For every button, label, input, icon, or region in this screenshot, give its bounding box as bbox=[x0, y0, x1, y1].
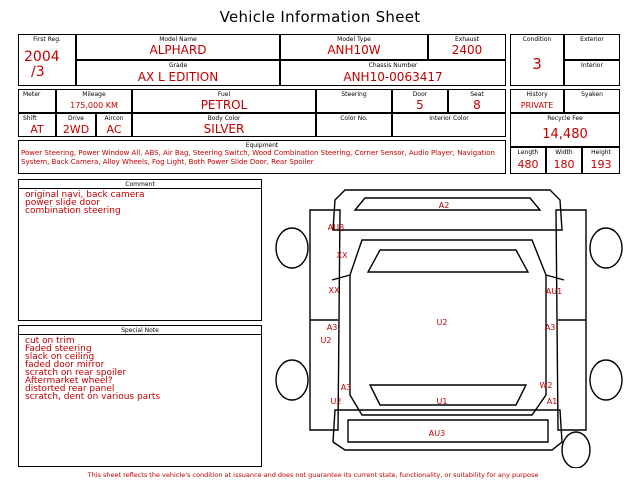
damage-mark-u1-rear: U1 bbox=[436, 397, 448, 406]
width-cell bbox=[546, 147, 582, 174]
condition-cell bbox=[510, 34, 564, 86]
width-label: Width bbox=[555, 149, 573, 156]
grade-cell bbox=[76, 60, 280, 86]
damage-mark-u2-left: U2 bbox=[320, 336, 332, 345]
shift-cell bbox=[18, 113, 56, 137]
interior-cell bbox=[564, 60, 620, 86]
page-title: Vehicle Information Sheet bbox=[219, 8, 421, 26]
special-note-line: Faded steering bbox=[25, 344, 92, 354]
aircon-value: AC bbox=[106, 123, 122, 136]
comment-line: power slide door bbox=[25, 198, 100, 208]
drive-cell bbox=[56, 113, 96, 137]
steering-label: Steering bbox=[341, 91, 367, 98]
fuel-value: PETROL bbox=[200, 98, 248, 112]
shift-value: AT bbox=[30, 123, 44, 136]
damage-mark-a1-rear-right: A1 bbox=[546, 397, 558, 406]
special-note-line: Aftermarket wheel? bbox=[25, 376, 113, 386]
width-value: 180 bbox=[553, 158, 575, 171]
door-value: 5 bbox=[416, 98, 424, 112]
aircon-label: Aircon bbox=[104, 115, 124, 122]
damage-labels bbox=[321, 201, 563, 438]
damage-mark-a3-right: A3 bbox=[544, 323, 556, 332]
damage-mark-au3-bottom: AU3 bbox=[428, 429, 446, 438]
model-name-cell bbox=[76, 34, 280, 60]
mileage-value: 175,000 KM bbox=[70, 101, 118, 110]
comment-line: combination steering bbox=[25, 206, 121, 216]
door-cell bbox=[392, 89, 448, 113]
interior-label: Interior bbox=[581, 62, 603, 69]
seat-label: Seat bbox=[470, 91, 484, 98]
model-type-value: ANH10W bbox=[327, 43, 381, 57]
comment-list bbox=[25, 191, 145, 215]
color-no-cell bbox=[316, 113, 392, 137]
height-cell bbox=[582, 147, 620, 174]
recycle-fee-value: 14,480 bbox=[542, 127, 588, 142]
length-cell bbox=[510, 147, 546, 174]
seat-value: 8 bbox=[473, 98, 481, 112]
body-color-label: Body Color bbox=[207, 115, 241, 122]
damage-mark-xx-left-1: XX bbox=[336, 251, 348, 260]
first-reg-month: /3 bbox=[31, 64, 45, 80]
condition-value: 3 bbox=[532, 55, 542, 73]
chassis-number-cell bbox=[280, 60, 506, 86]
exhaust-value: 2400 bbox=[451, 43, 483, 57]
fuel-label: Fuel bbox=[217, 91, 231, 98]
comment-box bbox=[18, 179, 262, 321]
length-value: 480 bbox=[517, 158, 539, 171]
length-label: Length bbox=[517, 149, 539, 156]
body-color-value: SILVER bbox=[203, 122, 245, 136]
exhaust-label: Exhaust bbox=[454, 36, 480, 43]
damage-mark-au3-front-left: AU3 bbox=[327, 223, 345, 232]
equipment-text: Power Steering, Power Window All, ABS, Air Bag, Steering Switch, Wood Combination Steering, Corner Sensor, Audio Player, Navigation System, Back Camera, Alloy Wheels, Fog Light, Both Power Slide Door, Rear Spoiler bbox=[21, 149, 495, 166]
syaken-cell bbox=[564, 89, 620, 113]
special-note-line: scratch, dent on various parts bbox=[25, 392, 161, 402]
body-color-cell bbox=[132, 113, 316, 137]
damage-mark-u2-center: U2 bbox=[436, 318, 448, 327]
height-value: 193 bbox=[590, 158, 612, 171]
comment-label: Comment bbox=[125, 181, 155, 188]
chassis-number-value: ANH10-0063417 bbox=[343, 70, 443, 84]
exhaust-cell bbox=[428, 34, 506, 60]
damage-mark-a3-rear-left: A3 bbox=[340, 383, 352, 392]
height-label: Height bbox=[591, 149, 611, 156]
exterior-cell bbox=[564, 34, 620, 60]
model-name-label: Model Name bbox=[159, 36, 197, 43]
mileage-cell bbox=[56, 89, 132, 113]
special-note-label: Special Note bbox=[121, 327, 159, 334]
special-note-box bbox=[18, 325, 262, 467]
grade-value: AX L EDITION bbox=[137, 70, 219, 84]
aircon-cell bbox=[96, 113, 132, 137]
special-note-line: slack on ceiling bbox=[25, 352, 95, 362]
special-note-list bbox=[25, 337, 160, 401]
shift-label: Shift bbox=[23, 115, 37, 122]
recycle-fee-cell bbox=[510, 113, 620, 147]
grade-label: Grade bbox=[168, 62, 188, 69]
special-note-header bbox=[19, 326, 261, 335]
steering-cell bbox=[316, 89, 392, 113]
comment-line: original navi, back camera bbox=[25, 190, 145, 200]
first-reg-label: First Reg. bbox=[33, 36, 61, 43]
damage-mark-au1-right: AU1 bbox=[545, 287, 563, 296]
history-value: PRIVATE bbox=[520, 101, 554, 110]
history-label: History bbox=[526, 91, 548, 98]
special-note-line: cut on trim bbox=[25, 336, 75, 346]
recycle-fee-label: Recycle Fee bbox=[547, 115, 583, 122]
exterior-label: Exterior bbox=[580, 36, 604, 43]
condition-label: Condition bbox=[522, 36, 552, 43]
damage-mark-a2-top: A2 bbox=[438, 201, 450, 210]
drive-value: 2WD bbox=[62, 123, 90, 136]
damage-mark-u2-rear-left: U2 bbox=[330, 397, 342, 406]
syaken-label: Syaken bbox=[581, 91, 603, 98]
model-type-cell bbox=[280, 34, 428, 60]
damage-mark-w2-rear-right: W2 bbox=[539, 381, 553, 390]
meter-label: Meter bbox=[23, 91, 41, 98]
seat-cell bbox=[448, 89, 506, 113]
special-note-line: scratch on rear spoiler bbox=[25, 368, 127, 378]
special-note-line: distorted rear panel bbox=[25, 384, 115, 394]
damage-mark-xx-left-2: XX bbox=[328, 286, 340, 295]
disclaimer-text: This sheet reflects the vehicle's condition at issuance and does not guarantee its current state, functionality, or suitability for any purpose bbox=[87, 471, 539, 479]
equipment-label: Equipment bbox=[245, 142, 279, 149]
damage-mark-a3-left: A3 bbox=[326, 323, 338, 332]
interior-color-label: Interior Color bbox=[429, 115, 469, 122]
history-cell bbox=[510, 89, 564, 113]
first-reg-cell bbox=[18, 34, 76, 86]
special-note-line: faded door mirror bbox=[25, 360, 105, 370]
model-name-value: ALPHARD bbox=[149, 43, 207, 57]
mileage-label: Mileage bbox=[82, 91, 106, 98]
interior-color-cell bbox=[392, 113, 506, 137]
fuel-cell bbox=[132, 89, 316, 113]
model-type-label: Model Type bbox=[337, 36, 371, 43]
equipment-cell bbox=[18, 140, 506, 174]
meter-cell bbox=[18, 89, 56, 113]
chassis-number-label: Chassis Number bbox=[368, 62, 418, 69]
door-label: Door bbox=[412, 91, 428, 98]
first-reg-year: 2004 bbox=[24, 49, 60, 65]
comment-header bbox=[19, 180, 261, 189]
drive-label: Drive bbox=[68, 115, 84, 122]
car-damage-diagram bbox=[270, 180, 626, 468]
color-no-label: Color No. bbox=[340, 115, 368, 122]
